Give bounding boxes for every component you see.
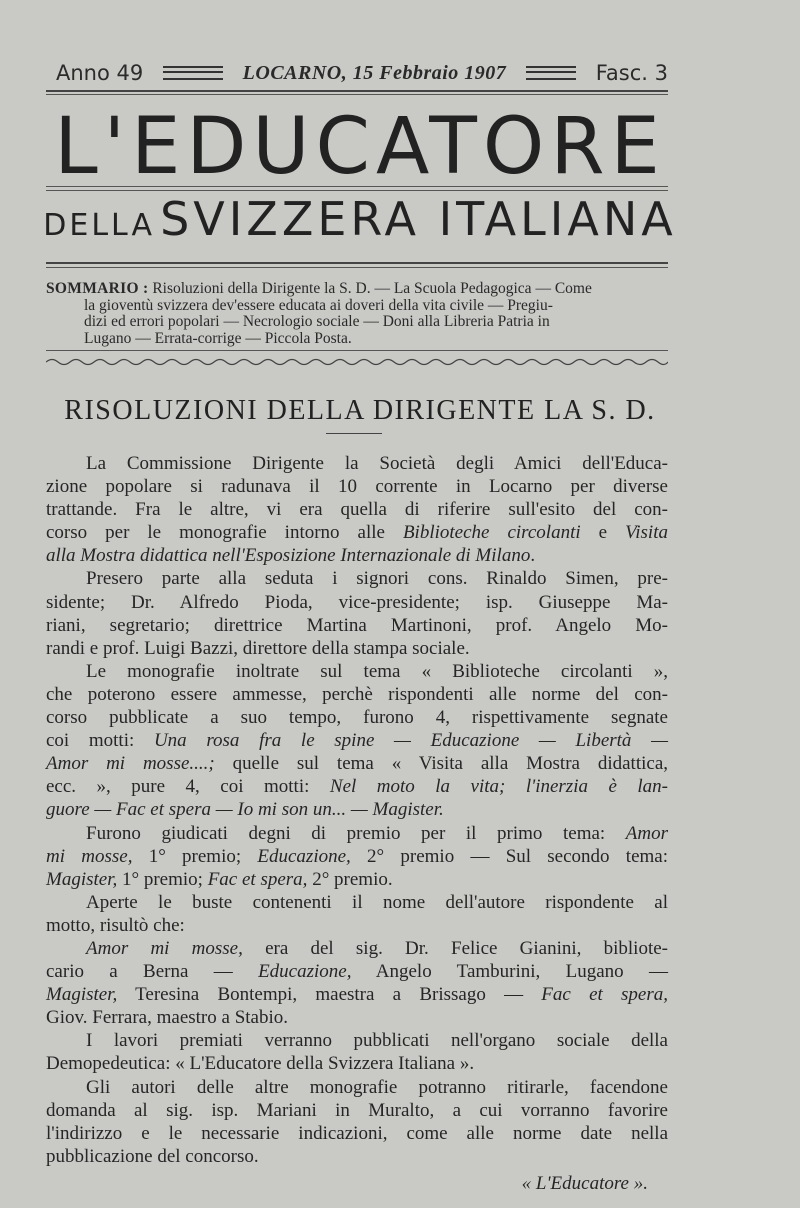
text-line: Giov. Ferrara, maestro a Stabio. xyxy=(46,1007,288,1029)
text-line: cario a Berna — Educazione, Angelo Tamburini, Lugano — xyxy=(46,961,668,983)
text-line: Amor mi mosse, era del sig. Dr. Felice Gianini, bibliote- xyxy=(86,937,668,959)
text-line: Furono giudicati degni di premio per il primo tema: Amor xyxy=(86,822,668,844)
text-line: Gli autori delle altre monografie potranno ritirarle, facendone xyxy=(86,1076,668,1098)
masthead-subtitle-big: SVIZZERA ITALIANA xyxy=(160,192,677,246)
text-line: La Commissione Dirigente la Società degli Amici dell'Educa- xyxy=(86,453,668,474)
masthead-title: L'EDUCATORE xyxy=(54,102,666,192)
text-line: Le monografie inoltrate sul tema « Biblioteche circolanti », xyxy=(86,660,668,682)
text-line: l'indirizzo e le necessarie indicazioni, come alle norme date nella xyxy=(46,1122,668,1144)
text-line: motto, risultò che: xyxy=(46,914,185,936)
issue-header xyxy=(56,58,668,88)
sommario-line: dizi ed errori popolari — Necrologio sociale — Doni alla Libreria Patria in xyxy=(84,313,550,330)
heading-underline xyxy=(326,433,382,434)
text-line: Aperte le buste contenenti il nome dell'autore rispondente al xyxy=(86,891,668,913)
sommario-line: la gioventù svizzera dev'essere educata ai doveri della vita civile — Pregiu- xyxy=(84,296,553,314)
article-heading: RISOLUZIONI DELLA DIRIGENTE LA S. D. xyxy=(64,395,656,426)
sommario-label: SOMMARIO : xyxy=(46,280,149,297)
wavy-ornament-rule xyxy=(46,356,668,368)
masthead-rule xyxy=(46,186,668,187)
sommario-rule-bottom xyxy=(46,350,668,351)
text-line: alla Mostra didattica nell'Esposizione Internazionale di Milano. xyxy=(46,545,536,567)
text-line: corso pubblicate a suo tempo, furono 4, rispettivamente segnate xyxy=(46,707,668,729)
text-line: zione popolare si radunava il 10 corrente in Locarno per diverse xyxy=(46,476,668,498)
sommario-line: Lugano — Errata-corrige — Piccola Posta. xyxy=(84,329,352,347)
text-line: I lavori premiati verranno pubblicati nell'organo sociale della xyxy=(86,1030,668,1052)
issue-place-date: LOCARNO, 15 Febbraio 1907 xyxy=(242,61,507,84)
text-line: che poterono essere ammesse, perchè rispondenti alle norme del con- xyxy=(46,683,668,705)
sommario-line: SOMMARIO : Risoluzioni della Dirigente la S. D. — La Scuola Pedagogica — Come xyxy=(46,280,592,297)
masthead-subtitle-small: DELLA xyxy=(43,208,155,243)
sommario xyxy=(46,281,668,347)
text-line: Demopedeutica: « L'Educatore della Svizzera Italiana ». xyxy=(46,1053,475,1075)
text-line: Magister, 1° premio; Fac et spera, 2° premio. xyxy=(46,868,393,890)
decorative-rule xyxy=(526,66,576,80)
article-body xyxy=(46,452,668,1195)
text-line: sidente; Dr. Alfredo Pioda, vice-presidente; isp. Giuseppe Ma- xyxy=(46,591,668,613)
header-rule-thin xyxy=(46,94,668,95)
text-line: trattande. Fra le altre, vi era quella di riferire sull'esito del con- xyxy=(46,499,668,521)
text-line: riani, segretario; direttrice Martina Martinoni, prof. Angelo Mo- xyxy=(46,614,668,636)
text-line: pubblicazione del concorso. xyxy=(46,1145,259,1167)
issue-year: Anno 49 xyxy=(56,61,144,85)
text-line: Magister, Teresina Bontempi, maestra a Brissago — Fac et spera, xyxy=(46,984,668,1006)
header-rule xyxy=(46,90,668,92)
article-signature: « L'Educatore ». xyxy=(521,1172,648,1194)
masthead-subtitle xyxy=(40,192,680,246)
sommario-rule-top xyxy=(46,262,668,264)
text-line: ecc. », pure 4, coi motti: Nel moto la vita; l'inerzia è lan- xyxy=(46,776,668,798)
text-line: guore — Fac et spera — Io mi son un... — Magister. xyxy=(46,799,444,821)
issue-number: Fasc. 3 xyxy=(595,61,668,85)
text-line: coi motti: Una rosa fra le spine — Educazione — Libertà — xyxy=(46,730,668,752)
text-line: mi mosse, 1° premio; Educazione, 2° premio — Sul secondo tema: xyxy=(46,845,668,867)
text-line: domanda al sig. isp. Mariani in Muralto, a cui vorranno favorire xyxy=(46,1099,668,1121)
text-line: randi e prof. Luigi Bazzi, direttore della stampa sociale. xyxy=(46,637,470,659)
sommario-rule-top-thin xyxy=(46,267,668,268)
masthead-rule xyxy=(46,190,668,191)
text-line: Presero parte alla seduta i signori cons. Rinaldo Simen, pre- xyxy=(86,568,668,590)
decorative-rule xyxy=(163,66,223,80)
text-line: Amor mi mosse....; quelle sul tema « Visita alla Mostra didattica, xyxy=(46,753,668,775)
text-line: corso per le monografie intorno alle Biblioteche circolanti e Visita xyxy=(46,522,668,544)
